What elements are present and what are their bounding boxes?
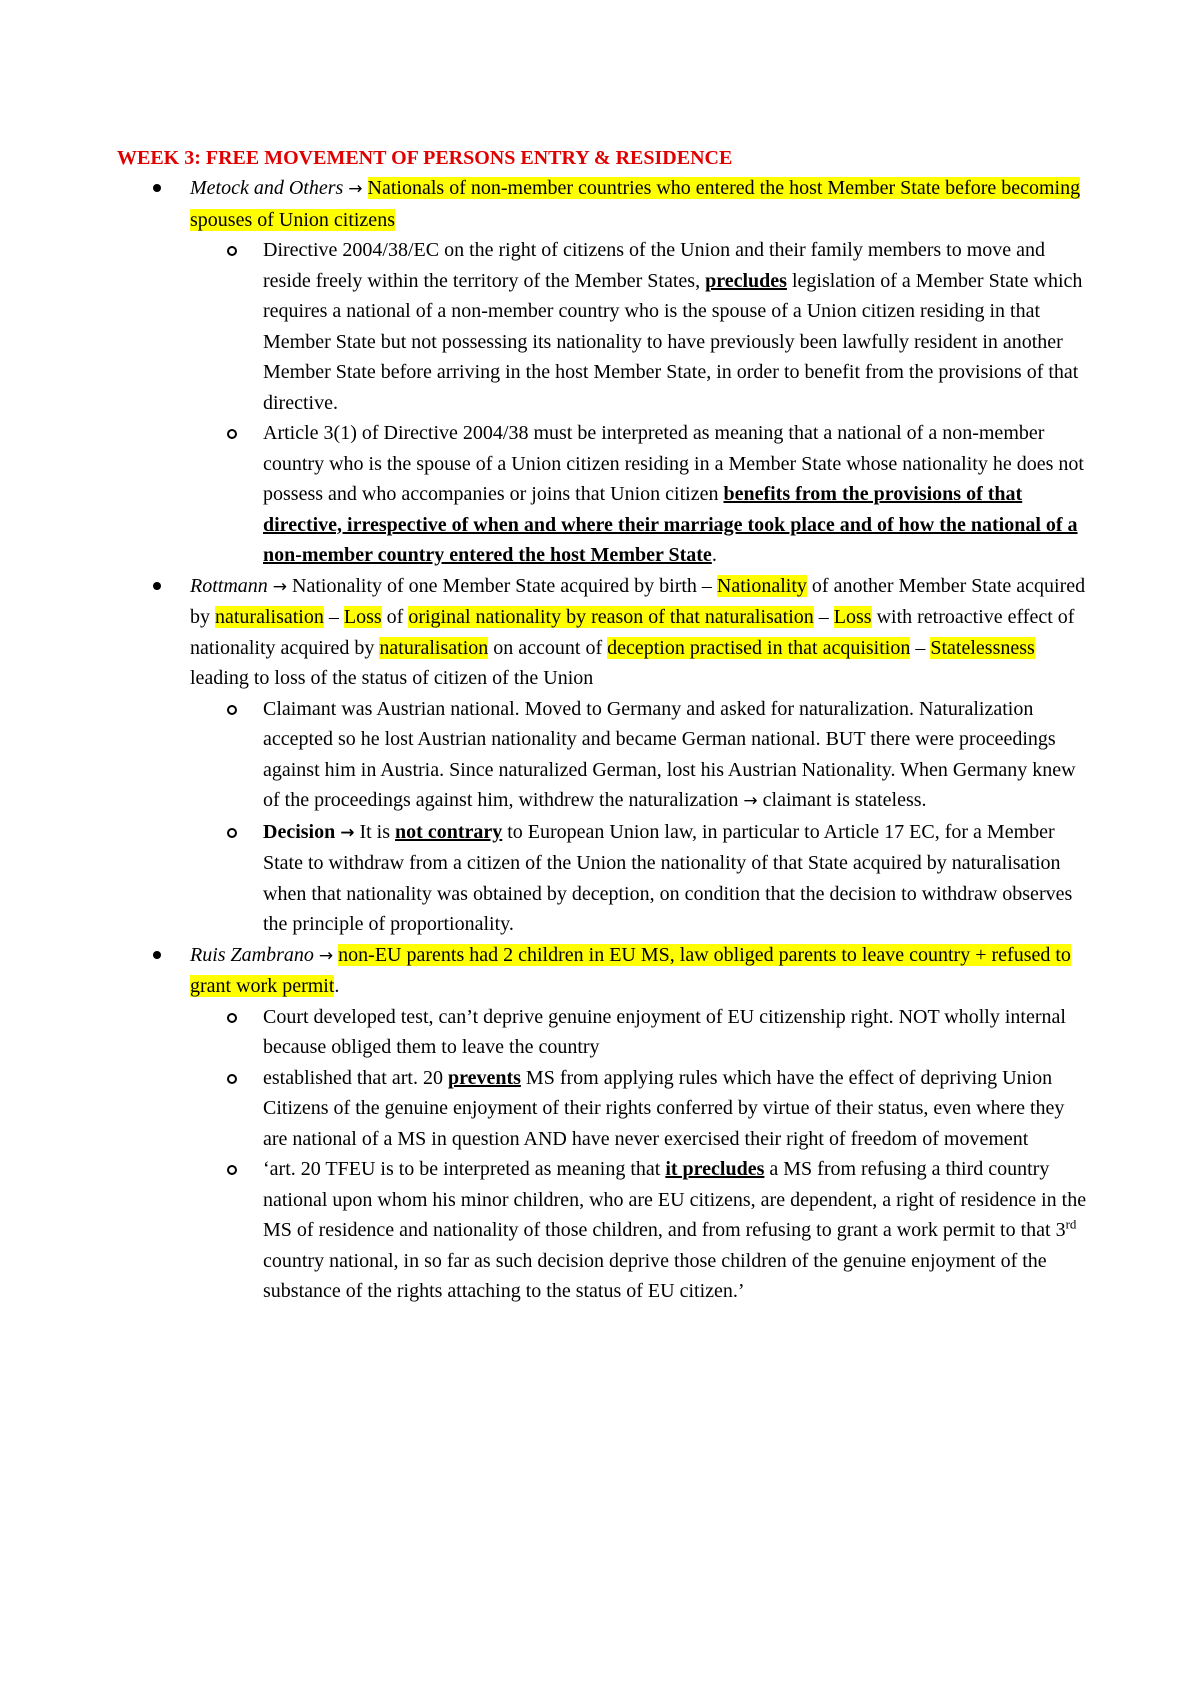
case-summary: non-EU parents had 2 children in EU MS, law obliged parents to leave country + refused to grant work permit bbox=[190, 943, 1071, 997]
case-point bbox=[0, 418, 1088, 571]
case-point bbox=[0, 694, 1088, 817]
summary-highlight: deception practised in that acquisition bbox=[607, 636, 911, 659]
case-summary: Nationals of non-member countries who entered the host Member State before becoming spouses of Union citizens bbox=[190, 177, 1081, 231]
case-point bbox=[0, 817, 1088, 940]
summary-highlight: Loss bbox=[343, 606, 382, 628]
summary-part: of bbox=[381, 606, 409, 628]
point-text: MS from applying rules which have the effect of depriving Union Citizens of the genuine enjoyment of their rights conferred by virtue of their status, even where they are national of a MS in question AND have never exercised their right of freedom of movement bbox=[263, 1066, 1065, 1150]
arrow-right-icon: → bbox=[272, 576, 288, 597]
point-emphasis: precludes bbox=[705, 269, 787, 292]
case-name: Metock and Others bbox=[190, 177, 344, 199]
point-emphasis: not contrary bbox=[395, 820, 503, 843]
point-text: claimant is stateless. bbox=[757, 789, 927, 811]
point-text: It is bbox=[354, 820, 396, 843]
case-item-rottmann bbox=[0, 571, 1090, 694]
summary-part: Nationality of one Member State acquired by birth – bbox=[292, 574, 717, 597]
point-emphasis: benefits from the provisions of that directive, irrespective of when and where their marriage took place and of how the national of a non-member country entered the host Member State bbox=[263, 483, 1078, 566]
summary-highlight: naturalisation bbox=[215, 606, 324, 628]
point-text: legislation of a Member State which requires a national of a non-member country who is the spouse of a Union citizen residing in that Member State but not possessing its nationality to have previously been lawfully resident in another Member State before arriving in the host Member State, in order to benefit from the provisions of that directive. bbox=[263, 269, 1083, 414]
point-text: established that art. 20 bbox=[263, 1066, 448, 1089]
point-text: to European Union law, in particular to Article 17 EC, for a Member State to withdraw from a citizen of the Union the nationality of that State acquired by naturalisation when that nationality was obtained by deception, on condition that the decision to withdraw observes the principle of proportionality. bbox=[263, 820, 1073, 935]
circle-bullet-icon bbox=[227, 246, 237, 256]
summary-highlight: original nationality by reason of that naturalisation bbox=[408, 606, 814, 628]
point-text: Directive 2004/38/EC on the right of citizens of the Union and their family members to move and reside freely within the territory of the Member States, bbox=[263, 239, 1046, 292]
summary-part: – bbox=[910, 636, 931, 659]
decision-label: Decision bbox=[263, 820, 336, 843]
document-title: WEEK 3: FREE MOVEMENT OF PERSONS ENTRY & RESIDENCE bbox=[117, 147, 733, 169]
case-name: Ruis Zambrano bbox=[190, 943, 314, 966]
point-text: Article 3(1) of Directive 2004/38 must be interpreted as meaning that a national of a non-member country who is the spouse of a Union citizen residing in a Member State whose nationality he does not possess and who accompanies or joins that Union citizen bbox=[263, 422, 1084, 505]
summary-highlight: Nationality bbox=[716, 574, 807, 597]
case-list bbox=[0, 173, 1200, 1307]
case-point bbox=[0, 1063, 1088, 1155]
circle-bullet-icon bbox=[227, 429, 237, 439]
summary-part: with retroactive effect of nationality acquired by bbox=[190, 606, 1075, 659]
case-item-metock bbox=[0, 173, 1090, 235]
point-text: a MS from refusing a third country national upon whom his minor children, who are EU citizens, are dependent, a right of residence in the MS of residence and nationality of those children, and from refusing to grant a work permit to that 3 bbox=[263, 1158, 1087, 1241]
circle-bullet-icon bbox=[227, 1074, 237, 1084]
case-item-zambrano bbox=[0, 940, 1090, 1002]
arrow-right-icon: → bbox=[348, 179, 363, 199]
point-text: ‘art. 20 TFEU is to be interpreted as meaning that bbox=[263, 1158, 666, 1180]
case-point bbox=[0, 1002, 1088, 1063]
point-text: Claimant was Austrian national. Moved to Germany and asked for naturalization. Naturalization accepted so he lost Austrian nationality and became German national. BUT there were proceedings against him in Austria. Since naturalized German, lost his Austrian Nationality. When Germany knew of the proceedings against him, withdrew the naturalization bbox=[263, 697, 1076, 811]
circle-bullet-icon bbox=[227, 1013, 237, 1023]
case-point bbox=[0, 1154, 1088, 1307]
circle-bullet-icon bbox=[227, 1165, 237, 1175]
summary-highlight: Statelessness bbox=[930, 636, 1035, 659]
point-text: country national, in so far as such decision deprive those children of the genuine enjoyment of the substance of the rights attaching to the status of EU citizen.’ bbox=[263, 1249, 1047, 1302]
summary-part: of another Member State acquired by bbox=[190, 574, 1086, 628]
superscript: rd bbox=[1065, 1216, 1077, 1232]
circle-bullet-icon bbox=[227, 705, 237, 715]
case-name: Rottmann bbox=[190, 574, 268, 597]
summary-part: – bbox=[813, 606, 834, 628]
summary-part: – bbox=[323, 606, 344, 628]
summary-part: . bbox=[334, 975, 340, 997]
arrow-right-icon: → bbox=[743, 791, 758, 811]
summary-highlight: Loss bbox=[833, 606, 872, 628]
circle-bullet-icon bbox=[227, 828, 237, 838]
summary-part: leading to loss of the status of citizen of the Union bbox=[190, 667, 594, 689]
point-text: . bbox=[711, 544, 717, 566]
bullet-icon bbox=[153, 184, 161, 192]
arrow-right-icon: → bbox=[318, 945, 334, 966]
case-point bbox=[0, 235, 1088, 418]
summary-part: on account of bbox=[488, 636, 608, 659]
bullet-icon bbox=[153, 951, 161, 959]
point-emphasis: it precludes bbox=[665, 1158, 765, 1180]
bullet-icon bbox=[153, 582, 161, 590]
point-text: Court developed test, can’t deprive genuine enjoyment of EU citizenship right. NOT wholly internal because obliged them to leave the country bbox=[263, 1005, 1066, 1058]
arrow-right-icon: → bbox=[340, 822, 355, 843]
summary-highlight: naturalisation bbox=[379, 636, 489, 659]
point-emphasis: prevents bbox=[447, 1066, 521, 1089]
